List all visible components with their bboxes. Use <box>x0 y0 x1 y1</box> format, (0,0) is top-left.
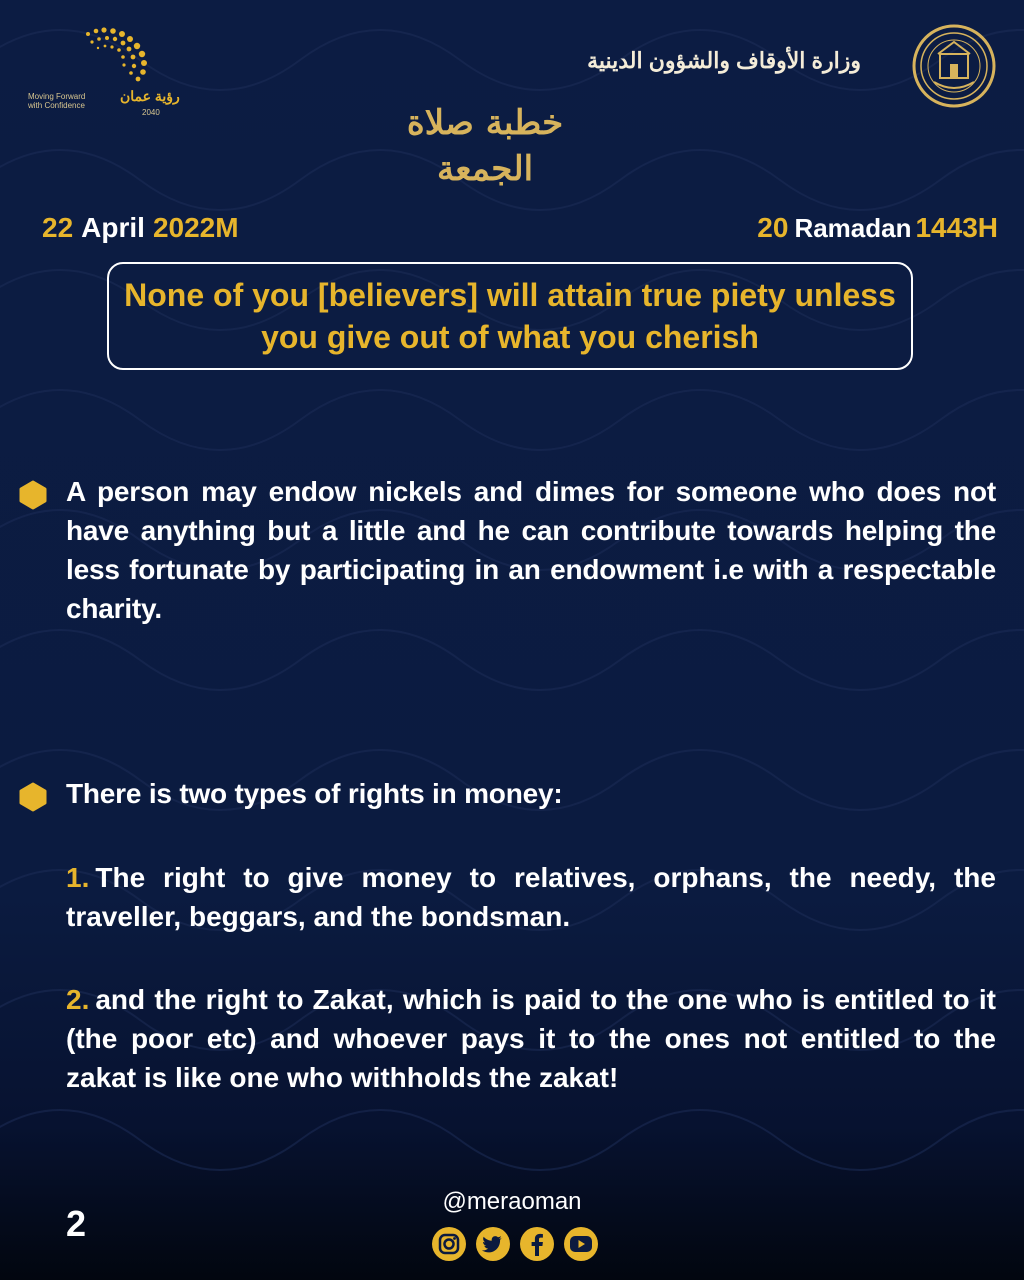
social-icons <box>430 1225 600 1263</box>
verse-text: None of you [believers] will attain true piety unless you give out of what you cherish <box>124 277 896 355</box>
page-number: 2 <box>66 1203 87 1244</box>
list-item <box>66 980 996 1097</box>
ministry-emblem-icon <box>912 24 996 108</box>
hijri-year: 1443H <box>915 212 998 243</box>
bullet-point <box>18 774 998 824</box>
bullet-text: There is two types of rights in money: <box>66 778 563 809</box>
hijri-month: Ramadan <box>794 213 912 243</box>
bullet-hexagon-icon <box>18 480 48 510</box>
facebook-icon[interactable] <box>518 1225 556 1263</box>
instagram-icon[interactable] <box>430 1225 468 1263</box>
ministry-name: وزارة الأوقاف والشؤون الدينية <box>587 48 861 73</box>
gregorian-month: April <box>81 212 145 243</box>
gregorian-year: 2022M <box>152 212 239 243</box>
youtube-icon[interactable] <box>562 1225 600 1263</box>
list-number: 2. <box>66 984 90 1015</box>
hijri-date <box>757 212 998 244</box>
gregorian-day: 22 <box>42 212 74 243</box>
bullet-text: A person may endow nickels and dimes for someone who does not have anything but a little and he can contribute towards helping the less fortunate by participating in an endowment i.e with a respectable charity. <box>66 476 996 624</box>
bullet-hexagon-icon <box>18 782 48 812</box>
verse-box <box>107 262 913 370</box>
friday-sermon-calligraphy <box>400 92 570 218</box>
calligraphy-line-1: خطبة صلاة <box>406 103 564 143</box>
vision-swirl-icon <box>68 22 168 92</box>
list-item <box>66 858 996 936</box>
vision-year: 2040 <box>142 108 160 117</box>
twitter-icon[interactable] <box>474 1225 512 1263</box>
calligraphy-line-2: الجمعة <box>436 149 534 189</box>
social-handle[interactable]: @meraoman <box>442 1188 582 1215</box>
list-text: and the right to Zakat, which is paid to the one who is entitled to it (the poor etc) and whoever pays it to the ones not entitled to the zakat is like one who withholds the zakat! <box>66 984 996 1093</box>
list-number: 1. <box>66 862 90 893</box>
bullet-point <box>18 472 998 632</box>
list-text: The right to give money to relatives, orphans, the needy, the traveller, beggars, and the bondsman. <box>66 862 996 932</box>
gregorian-date <box>42 212 247 244</box>
hijri-day: 20 <box>757 212 789 243</box>
ministry-logo <box>587 22 996 108</box>
vision-arabic-label: رؤية عمان <box>120 88 180 104</box>
oman-vision-2040-logo <box>28 22 200 117</box>
vision-english-label: Moving Forward with Confidence <box>28 92 86 110</box>
